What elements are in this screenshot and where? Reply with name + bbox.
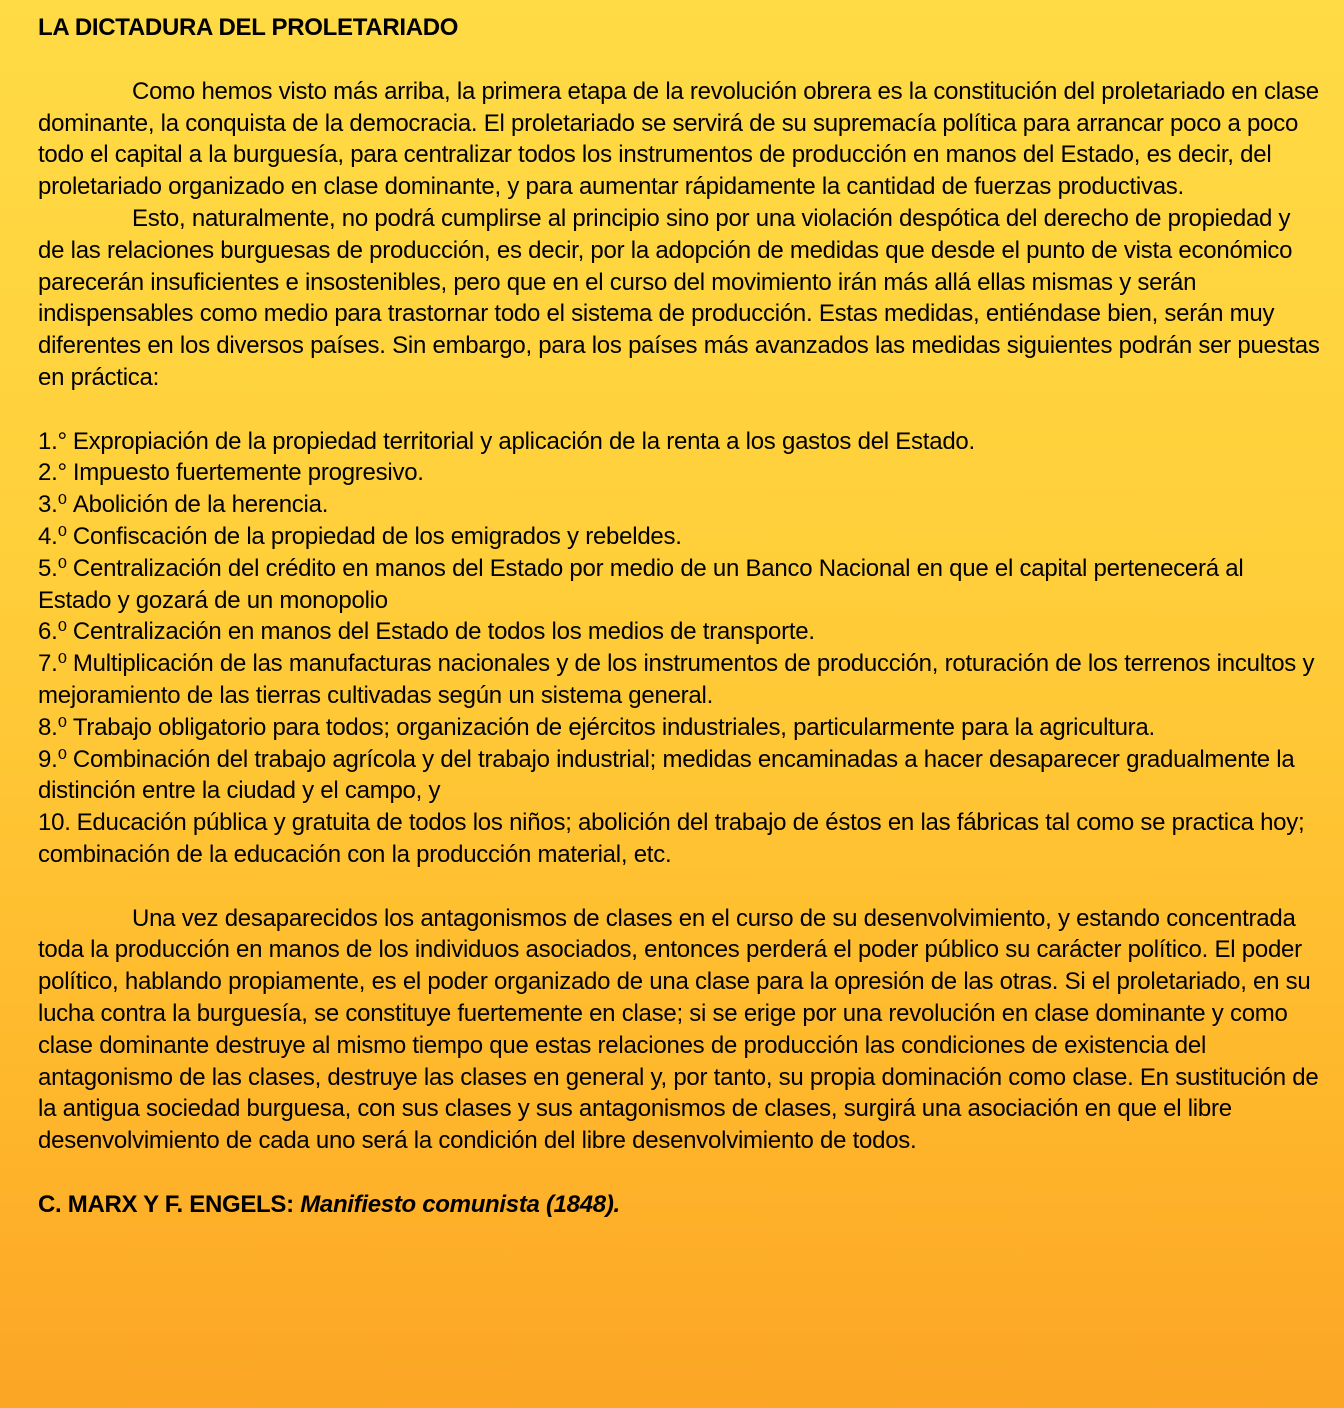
measure-number: 3.⁰ [38, 491, 67, 519]
measure-text: Confiscación de la propiedad de los emigrados y rebeldes. [72, 522, 682, 550]
measure-text: Centralización del crédito en manos del Estado por medio de un Banco Nacional en que el capital pertenecerá al Estado y gozará de un monopolio [38, 554, 1244, 614]
spacer [38, 44, 1320, 76]
measure-text: Abolición de la herencia. [72, 491, 329, 519]
measure-number: 9.⁰ [38, 745, 67, 773]
paragraph-intro: Como hemos visto más arriba, la primera etapa de la revolución obrera es la constitución del proletariado en clase dominante, la conquista de la democracia. El proletariado se servirá de su supremacía política para arrancar poco a poco todo el capital a la burguesía, para centralizar todos los instrumentos de producción en manos del Estado, es decir, del proletariado organizado en clase dominante, y para aumentar rápidamente la cantidad de fuerzas productivas. [38, 77, 1319, 201]
measure-item [38, 648, 1320, 712]
citation-authors: C. MARX Y F. ENGELS: [38, 1190, 301, 1218]
measure-number: 6.⁰ [38, 618, 67, 646]
measure-text: Expropiación de la propiedad territorial y aplicación de la renta a los gastos del Estado. [72, 427, 975, 455]
measure-number: 8.⁰ [38, 713, 67, 741]
measure-text: Trabajo obligatorio para todos; organización de ejércitos industriales, particularmente para la agricultura. [72, 713, 1155, 741]
spacer [38, 871, 1320, 903]
measure-item [38, 744, 1320, 808]
measure-item [38, 426, 1320, 458]
measure-text: Centralización en manos del Estado de todos los medios de transporte. [72, 618, 815, 646]
measure-number: 10. [38, 809, 71, 837]
measure-text: Educación pública y gratuita de todos los niños; abolición del trabajo de éstos en las fábricas tal como se practica hoy; combinación de la educación con la producción material, etc. [38, 809, 1305, 868]
spacer [38, 1157, 1320, 1189]
measure-number: 5.⁰ [38, 554, 67, 582]
measure-item [38, 712, 1320, 744]
measure-item [38, 521, 1320, 553]
measure-text: Combinación del trabajo agrícola y del trabajo industrial; medidas encaminadas a hacer desaparecer gradualmente la distinción entre la ciudad y el campo, y [38, 745, 1295, 805]
paragraph-measures-intro: Esto, naturalmente, no podrá cumplirse al principio sino por una violación despótica del derecho de propiedad y de las relaciones burguesas de producción, es decir, por la adopción de medidas que desde el punto de vista económico parecerán insuficientes e insostenibles, pero que en el curso del movimiento irán más allá ellas mismas y serán indispensables como medio para trastornar todo el sistema de producción. Estas medidas, entiéndase bien, serán muy diferentes en los diversos países. Sin embargo, para los países más avanzados las medidas siguientes podrán ser puestas en práctica: [38, 204, 1320, 391]
paragraph-closing: Una vez desaparecidos los antagonismos de clases en el curso de su desenvolvimiento, y estando concentrada toda la producción en manos de los individuos asociados, entonces perderá el poder público su carácter político. El poder político, hablando propiamente, es el poder organizado de una clase para la opresión de las otras. Si el proletariado, en su lucha contra la burguesía, se constituye fuertemente en clase; si se erige por una revolución en clase dominante y como clase dominante destruye al mismo tiempo que estas relaciones de producción las condiciones de existencia del antagonismo de las clases, destruye las clases en general y, por tanto, su propia dominación como clase. En sustitución de la antigua sociedad burguesa, con sus clases y sus antagonismos de clases, surgirá una asociación en que el libre desenvolvimiento de cada uno será la condición del libre desenvolvimiento de todos. [38, 904, 1319, 1155]
citation [38, 1189, 1320, 1221]
measure-item [38, 489, 1320, 521]
measure-item [38, 553, 1320, 617]
citation-work: Manifiesto comunista (1848). [300, 1190, 620, 1218]
measure-item [38, 457, 1320, 489]
measure-number: 7.⁰ [38, 650, 67, 678]
measure-text: Multiplicación de las manufacturas nacionales y de los instrumentos de producción, roturación de los terrenos incultos y mejoramiento de las tierras cultivadas según un sistema general. [38, 650, 1315, 709]
measure-number: 1.° [38, 427, 67, 455]
measure-number: 2.° [38, 459, 67, 487]
spacer [38, 394, 1320, 426]
measure-item [38, 616, 1320, 648]
measure-item [38, 807, 1320, 871]
document-title: LA DICTADURA DEL PROLETARIADO [38, 14, 459, 41]
measures-list [38, 426, 1320, 871]
measure-number: 4.⁰ [38, 522, 67, 550]
measure-text: Impuesto fuertemente progresivo. [72, 459, 424, 487]
